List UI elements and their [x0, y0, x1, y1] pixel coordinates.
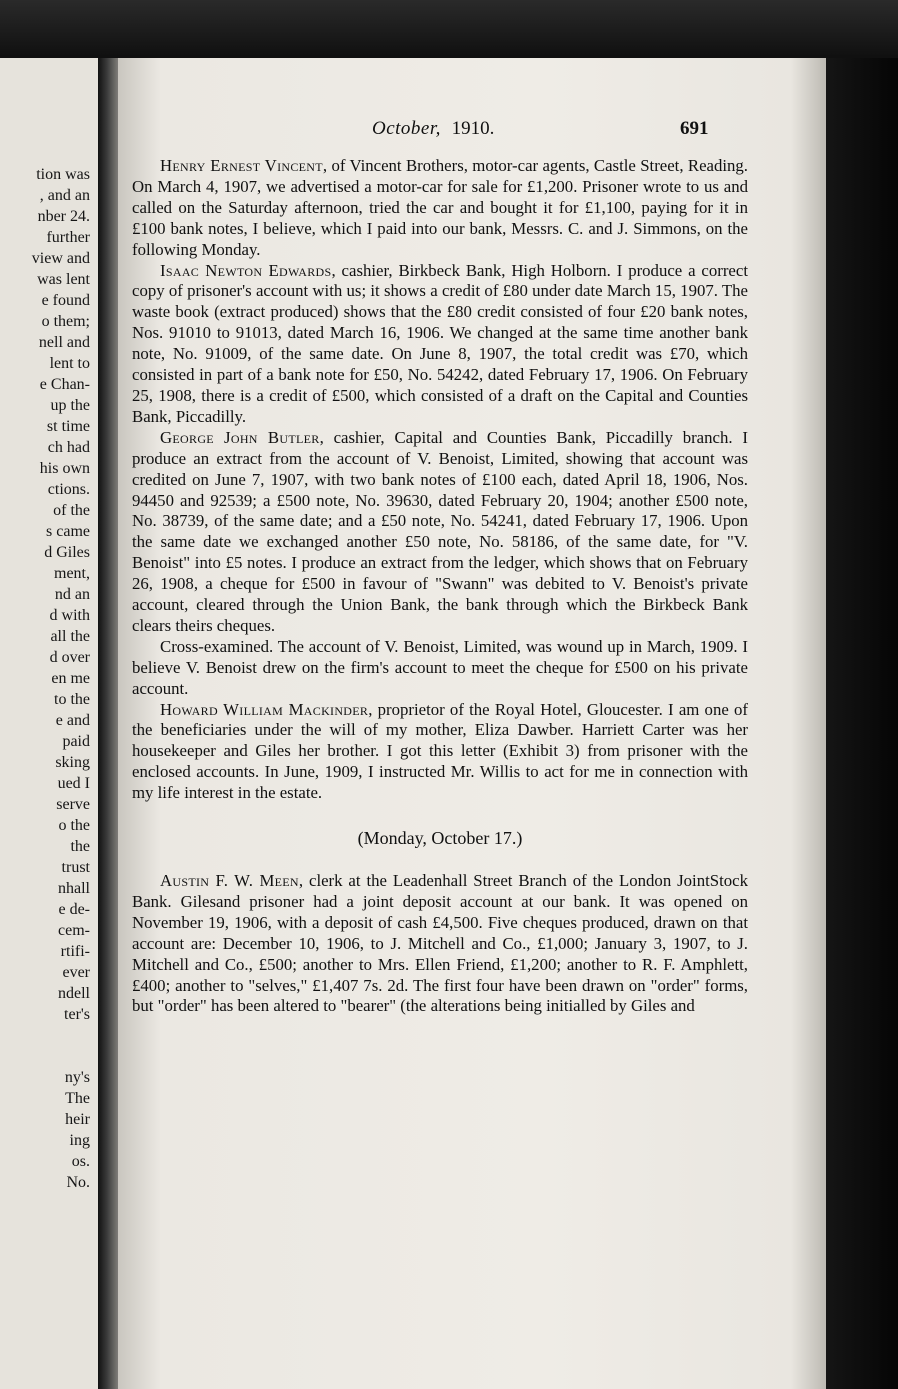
- testimony-mackinder: [132, 700, 748, 805]
- left-page-line: st time: [46, 418, 90, 435]
- left-page-line: The: [65, 1090, 90, 1107]
- left-page-line: e found: [41, 292, 90, 309]
- left-page-line: his own: [39, 460, 90, 477]
- left-page-line: serve: [56, 796, 90, 813]
- witness-name: Howard William Mackinder: [160, 699, 369, 719]
- left-page-line: d over: [49, 649, 90, 666]
- left-page-line: ndell: [58, 985, 90, 1002]
- book-gutter: [98, 58, 120, 1389]
- left-page-text: [0, 164, 90, 1193]
- testimony-vincent: [132, 156, 748, 261]
- left-page-line: ing: [69, 1132, 90, 1149]
- testimony-text: , cashier, Capital and Counties Bank, Piccadilly branch. I produce an extract from the account of V. Benoist, Limited, showing that account was credited on June 7, 1907, with two bank notes of £100 each, dated April 18, 1906, Nos. 94450 and 92539; a £500 note, No. 39630, dated February 20, 1904; another £500 note, No. 38739, of the same date; and a £50 note, No. 54241, dated February 17, 1906. Upon the same date we exchanged another £50 note, No. 58186, of the same date, for "V. Benoist" into £5 notes. I produce an extract from the ledger, which shows that on February 26, 1908, a cheque for £500 in favour of "Swann" was debited to V. Benoist's private account, cleared through the Union Bank, the bank through which the Birkbeck Bank clears theirs cheques.: [132, 427, 748, 635]
- testimony-butler: [132, 428, 748, 637]
- witness-name: George John Butler: [160, 427, 320, 447]
- left-page-line: ued I: [57, 775, 90, 792]
- left-page-line: , and an: [39, 187, 90, 204]
- header-year: 1910.: [451, 118, 495, 139]
- left-page-line: sking: [55, 754, 90, 771]
- left-page-line: up the: [50, 397, 90, 414]
- left-page-line: e Chan-: [39, 376, 90, 393]
- testimony-text: , clerk at the Leadenhall Street Branch of the London JointStock Bank. Gilesand prisoner had a joint deposit account at our bank. It was opened on November 19, 1906, with a deposit of cash £4,500. Five cheques produced, drawn on that account are: December 10, 1906, to J. Mitchell and Co., £1,000; January 3, 1907, to J. Mitchell and Co., £500; another to Mrs. Ellen Friend, £1,200; another to R. F. Amphlett, £400; another to "selves," £1,407 7s. 2d. The first four have been drawn on "order" forms, but "order" has been altered to "bearer" (the alterations being initialled by Giles and: [132, 871, 748, 1016]
- left-page-line: heir: [65, 1111, 90, 1128]
- left-page-line: further: [46, 229, 90, 246]
- testimony-text: , cashier, Birkbeck Bank, High Holborn. I produce a correct copy of prisoner's account with us; it shows a credit of £80 under date March 15, 1907. The waste book (extract produced) shows that the £80 credit consisted of four £20 bank notes, Nos. 91010 to 91013, dated March 16, 1906. We changed at the same time another bank note, No. 91009, of the same date. On June 8, 1907, the total credit was £70, which consisted in part of a bank note for £50, No. 54242, dated February 17, 1906. On February 25, 1908, there is a credit of £500, which consisted of a draft on the Capital and Counties Bank, Piccadilly.: [132, 260, 748, 426]
- left-page-line: ctions.: [47, 481, 90, 498]
- left-page-line: tion was: [36, 166, 90, 183]
- running-title: October,: [372, 118, 441, 139]
- left-page-line: e de-: [58, 901, 90, 918]
- left-page-line: ter's: [64, 1006, 90, 1023]
- left-page-line: lent to: [49, 355, 90, 372]
- left-page-line: view and: [31, 250, 90, 267]
- left-page-line: s came: [46, 523, 90, 540]
- left-page-line: paid: [62, 733, 90, 750]
- left-page-line: rtifi-: [60, 943, 90, 960]
- left-page-line: e and: [55, 712, 90, 729]
- left-page-line: nell and: [38, 334, 90, 351]
- left-page-line: all the: [50, 628, 90, 645]
- left-page-line: ny's: [64, 1069, 90, 1086]
- left-page-line: [0, 1025, 90, 1046]
- left-page-line: o the: [58, 817, 90, 834]
- left-page-line: No.: [66, 1174, 90, 1191]
- testimony-text: , proprietor of the Royal Hotel, Gloucester. I am one of the beneficiaries under the will of my mother, Eliza Dawber. Harriett Carter was her housekeeper and Giles her brother. I got this letter (Exhibit 3) from prisoner with the enclosed accounts. In June, 1909, I instructed Mr. Willis to act for me in connection with my life interest in the estate.: [132, 699, 748, 803]
- left-page-line: trust: [61, 859, 90, 876]
- left-page-line: ment,: [54, 565, 90, 582]
- left-page-line: cem-: [58, 922, 90, 939]
- testimony-text: , of Vincent Brothers, motor-car agents, Castle Street, Reading. On March 4, 1907, we advertised a motor-car for sale for £1,200. Prisoner wrote to us and called on the Saturday afternoon, tried the car and bought it for £1,100, paying for it in £100 bank notes, I believe, which I paid into our bank, Messrs. C. and J. Simmons, on the following Monday.: [132, 156, 749, 259]
- left-page-line: en me: [51, 670, 90, 687]
- left-page-line: ever: [62, 964, 90, 981]
- testimony-meen: [132, 871, 748, 1017]
- cross-examination: [132, 637, 748, 700]
- running-header: [372, 118, 722, 140]
- left-page-line: was lent: [37, 271, 90, 288]
- left-page-line: the: [70, 838, 90, 855]
- left-page-line: nber 24.: [37, 208, 90, 225]
- page-body: [132, 156, 748, 1017]
- left-facing-page: [0, 58, 101, 1389]
- witness-name: Isaac Newton Edwards: [160, 260, 332, 280]
- left-page-line: ch had: [47, 439, 90, 456]
- left-page-line: o them;: [41, 313, 90, 330]
- left-page-line: os.: [71, 1153, 90, 1170]
- witness-name: Austin F. W. Meen: [160, 871, 299, 890]
- left-page-line: [0, 1046, 90, 1067]
- main-page: [118, 58, 826, 1389]
- date-heading: (Monday, October 17.): [357, 828, 523, 849]
- left-page-line: to the: [54, 691, 90, 708]
- left-page-line: d Giles: [44, 544, 90, 561]
- page-number: 691: [680, 118, 709, 139]
- witness-name: Henry Ernest Vincent: [160, 156, 323, 175]
- left-page-line: nd an: [54, 586, 90, 603]
- testimony-text: Cross-examined. The account of V. Benoist, Limited, was wound up in March, 1909. I believe V. Benoist drew on the firm's account to meet the cheque for £500 on his private account.: [132, 636, 748, 698]
- left-page-line: d with: [49, 607, 90, 624]
- testimony-edwards: [132, 261, 748, 428]
- left-page-line: nhall: [58, 880, 90, 897]
- page-edge-shadow: [826, 58, 898, 1389]
- left-page-line: of the: [53, 502, 90, 519]
